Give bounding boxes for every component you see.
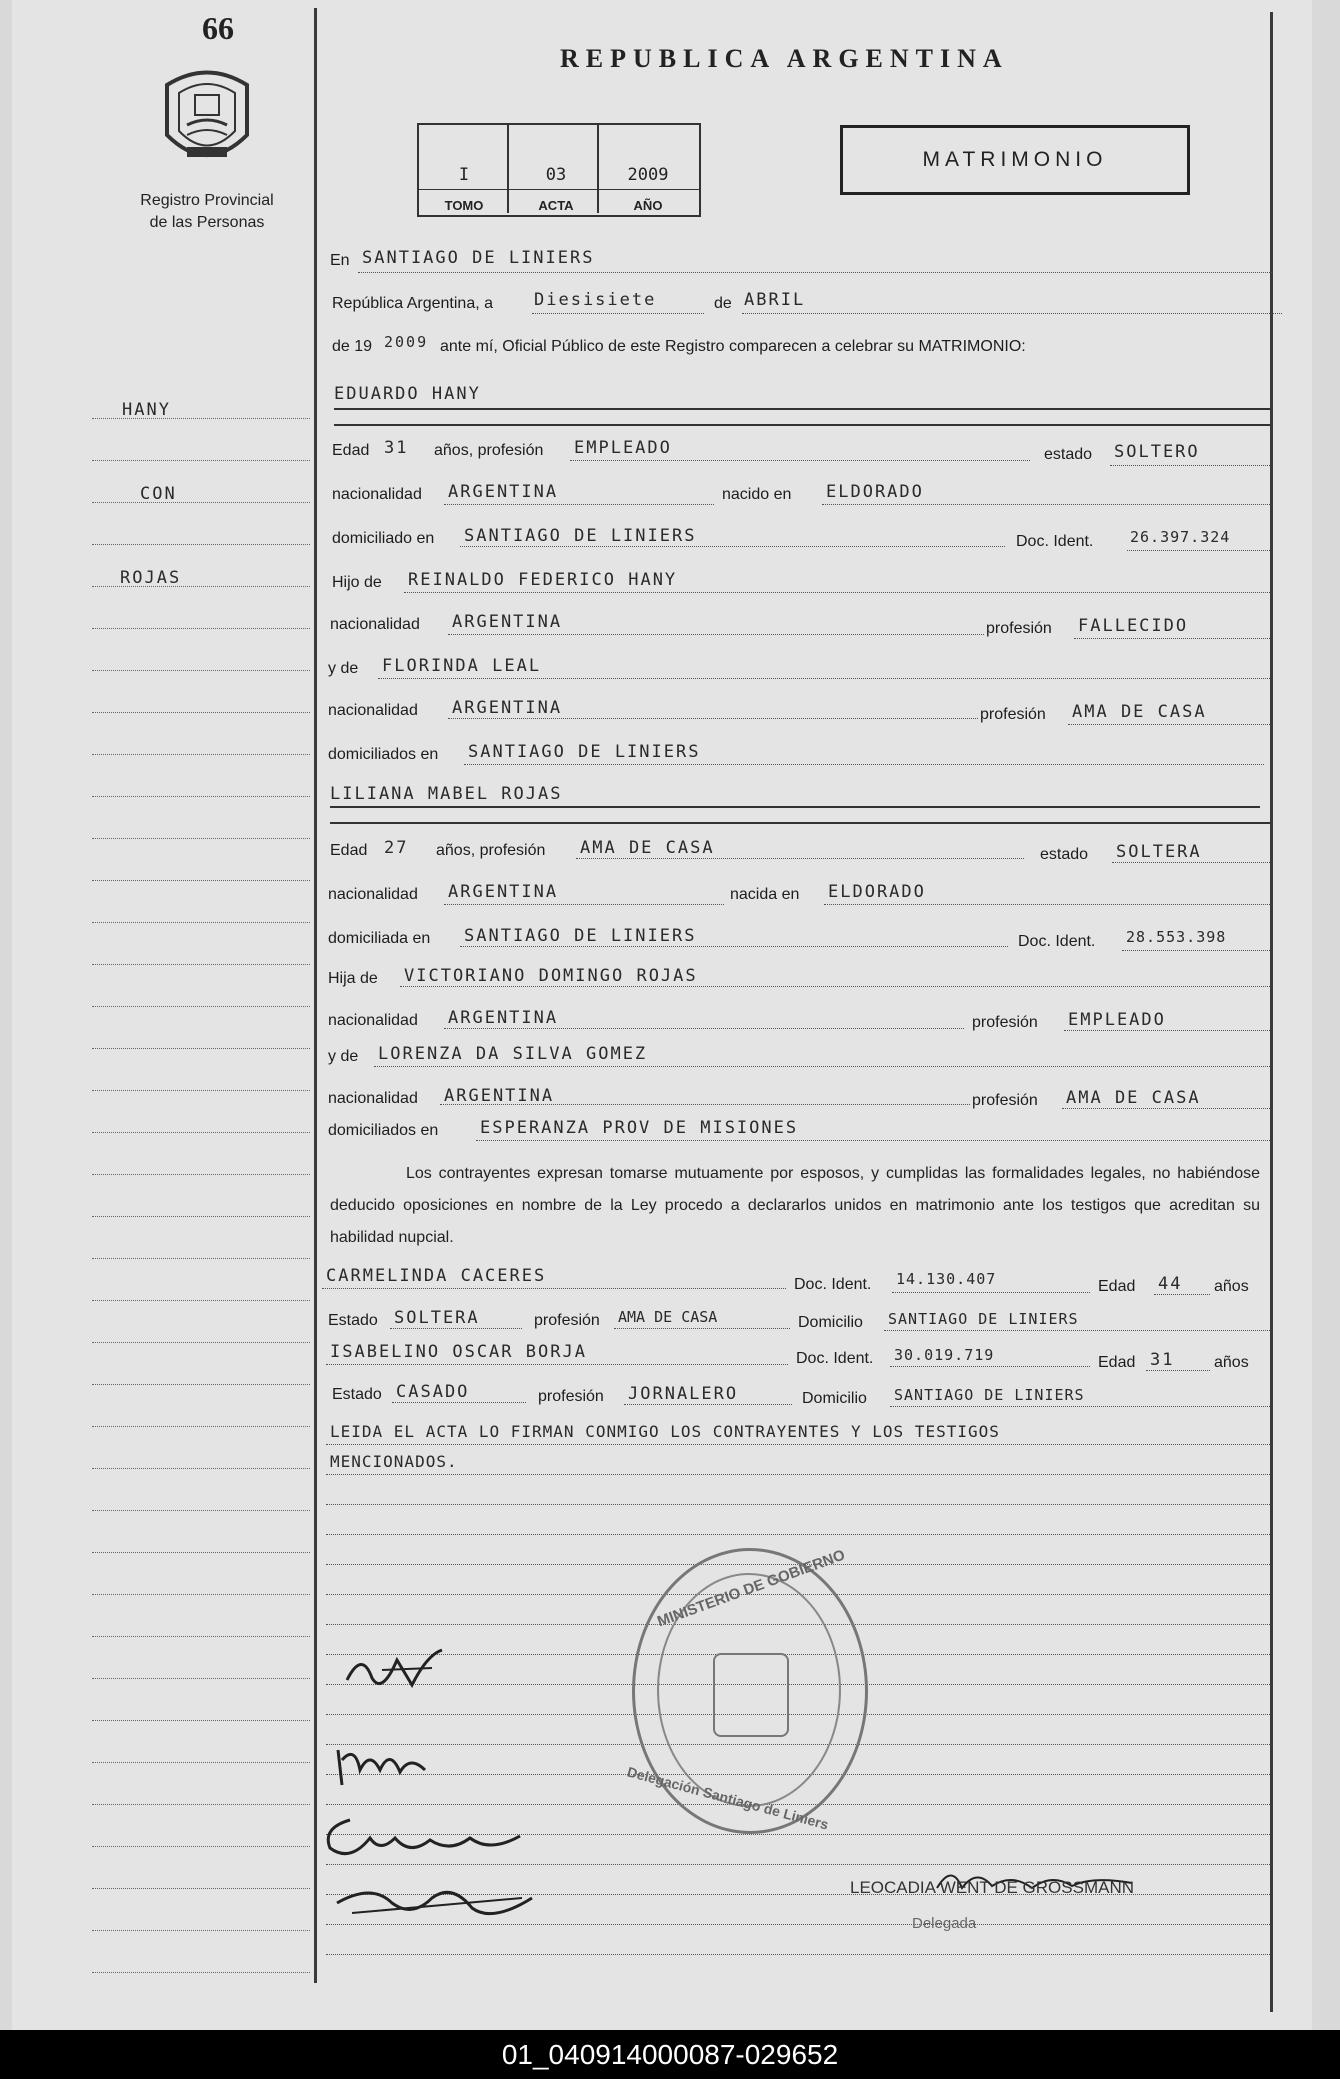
bride-father: VICTORIANO DOMINGO ROJAS [404,966,698,986]
groom-birthplace: ELDORADO [826,482,924,502]
registry-line1: Registro Provincial [140,192,274,209]
groom-domiciliados-label: domiciliados en [328,746,439,763]
witness2-estado-label: Estado [332,1386,382,1403]
groom-mother-nac-label: nacionalidad [328,702,418,719]
left-ruled-line [92,712,310,713]
bride-name: LILIANA MABEL ROJAS [330,784,563,804]
left-ruled-line [92,1216,310,1217]
bride-hija-label: Hija de [328,970,378,987]
witness1-edad-label: Edad [1098,1278,1136,1295]
groom-edad-label: Edad [332,442,370,459]
groom-father: REINALDO FEDERICO HANY [408,570,678,590]
year-value: 2009 [384,333,429,351]
left-ruled-line [92,1426,310,1427]
official-title: Delegada [912,1915,977,1932]
left-ruled-line [92,754,310,755]
bride-mother: LORENZA DA SILVA GOMEZ [378,1044,648,1064]
country-title: REPUBLICA ARGENTINA [560,44,1009,73]
registry-line2: de las Personas [149,214,265,231]
footer-id: 01_040914000087-029652 [0,2030,1340,2079]
republica-label: República Argentina, a [332,295,493,312]
bride-profession: AMA DE CASA [580,838,715,858]
witness2-signature [332,1878,542,1928]
left-ruled-line [92,796,310,797]
groom-father-nac-label: nacionalidad [330,616,420,633]
witness1-signature [320,1808,540,1868]
left-ruled-line [92,1510,310,1511]
left-ruled-line [92,1930,310,1931]
place-value: SANTIAGO DE LINIERS [362,248,595,268]
right-border-rule [1270,12,1273,2012]
witness2-domicilio-label: Domicilio [802,1390,867,1407]
groom-mother: FLORINDA LEAL [382,656,542,676]
bride-father-profession: EMPLEADO [1068,1010,1166,1030]
tomo-value: I [458,165,470,185]
witness2-doc: 30.019.719 [894,1346,995,1364]
margin-connector: CON [140,484,177,504]
left-ruled-line [92,1384,310,1385]
witness1-name: CARMELINDA CACERES [326,1266,547,1286]
groom-doc: 26.397.324 [1130,528,1231,546]
left-column-rule [314,8,317,1983]
groom-marital-status: SOLTERO [1114,442,1200,462]
bride-anos-label: años, profesión [436,842,546,859]
left-ruled-line [92,838,310,839]
margin-surname-groom: HANY [122,400,171,420]
left-ruled-line [92,1678,310,1679]
groom-father-nationality: ARGENTINA [452,612,563,632]
closing-line1: LEIDA EL ACTA LO FIRMAN CONMIGO LOS CONTRAYENTES Y LOS TESTIGOS [330,1422,1000,1441]
left-ruled-line [92,1594,310,1595]
bride-birthplace: ELDORADO [828,882,926,902]
declaration-text: Los contrayentes expresan tomarse mutuamente por esposos, y cumplidas las formalidades legales, no habiéndose deducido oposiciones en nombre de la Ley procedo a declararlos unidos en matrimonio ante los testigos que acreditan su habilidad nupcial. [330,1165,1260,1246]
groom-yde-label: y de [328,660,359,677]
left-ruled-line [92,1468,310,1469]
bride-signature [330,1730,440,1790]
bride-parents-domicile: ESPERANZA PROV DE MISIONES [480,1118,799,1138]
groom-age: 31 [384,438,409,458]
official-name: LEOCADIA WENT DE GROSSMANN [850,1878,1135,1897]
groom-profession: EMPLEADO [574,438,672,458]
bride-edad-label: Edad [330,842,368,859]
bride-domiciliada-label: domiciliada en [328,930,431,947]
witness1-age: 44 [1158,1274,1183,1294]
bride-mother-nac-label: nacionalidad [328,1090,418,1107]
left-ruled-line [92,1888,310,1889]
bride-estado-label: estado [1040,846,1089,863]
page-number: 66 [202,10,234,46]
witness1-domicile: SANTIAGO DE LINIERS [888,1310,1079,1328]
left-ruled-line [92,1846,310,1847]
witness1-estado-label: Estado [328,1312,378,1329]
bride-father-nationality: ARGENTINA [448,1008,559,1028]
left-ruled-line [92,964,310,965]
witness2-age: 31 [1150,1350,1175,1370]
left-ruled-line [92,1090,310,1091]
groom-parents-domicile: SANTIAGO DE LINIERS [468,742,701,762]
tomo-acta-ano-box [417,123,701,217]
ano-label: AÑO [633,198,663,213]
bride-domicile: SANTIAGO DE LINIERS [464,926,697,946]
groom-mother-profession: AMA DE CASA [1072,702,1207,722]
certificate-page [12,0,1312,2030]
bride-marital-status: SOLTERA [1116,842,1202,862]
margin-surname-bride: ROJAS [120,568,182,588]
left-ruled-line [92,502,310,503]
groom-anos-label: años, profesión [434,442,544,459]
acta-value: 03 [545,165,567,185]
witness1-status: SOLTERA [394,1308,480,1328]
groom-domiciliado-label: domiciliado en [332,530,435,547]
left-ruled-line [92,1804,310,1805]
groom-nacionalidad-label: nacionalidad [332,486,422,503]
left-ruled-line [92,1636,310,1637]
left-ruled-line [92,1552,310,1553]
closing-line2: MENCIONADOS. [330,1452,458,1471]
witness2-name: ISABELINO OSCAR BORJA [330,1342,587,1362]
left-ruled-line [92,922,310,923]
bride-age: 27 [384,838,409,858]
blank-ruled-line [326,1954,1270,1955]
groom-father-prof-label: profesión [986,620,1052,637]
left-ruled-line [92,460,310,461]
left-ruled-line [92,1762,310,1763]
day-value: Diesisiete [534,290,657,310]
stamp-ring-bottom: Delegación Santiago de Liniers [625,1763,831,1833]
witness2-edad-label: Edad [1098,1354,1136,1371]
left-ruled-line [92,1342,310,1343]
left-ruled-line [92,1258,310,1259]
year-prefix: de 19 [332,338,373,355]
left-ruled-line [92,1720,310,1721]
left-ruled-line [92,1972,310,1973]
record-type-box: MATRIMONIO [840,125,1190,195]
bride-nacida-label: nacida en [730,886,800,903]
groom-doc-label: Doc. Ident. [1016,533,1094,550]
witness2-prof-label: profesión [538,1388,604,1405]
bride-doc: 28.553.398 [1126,928,1227,946]
bride-domiciliados-label: domiciliados en [328,1122,439,1139]
bride-yde-label: y de [328,1048,359,1065]
bride-mother-profession: AMA DE CASA [1066,1088,1201,1108]
groom-nationality: ARGENTINA [448,482,559,502]
left-ruled-line [92,1006,310,1007]
left-ruled-line [92,670,310,671]
witness2-anos-label: años [1214,1354,1249,1371]
left-ruled-line [92,628,310,629]
witness1-prof-label: profesión [534,1312,600,1329]
month-value: ABRIL [744,290,806,310]
groom-domicile: SANTIAGO DE LINIERS [464,526,697,546]
groom-estado-label: estado [1044,446,1093,463]
registry-name [107,190,307,234]
left-ruled-line [92,880,310,881]
witness1-doc-label: Doc. Ident. [794,1276,872,1293]
left-ruled-line [92,1300,310,1301]
groom-name: EDUARDO HANY [334,384,481,404]
groom-nacido-label: nacido en [722,486,792,503]
acta-label: ACTA [538,198,574,213]
left-ruled-line [92,1132,310,1133]
groom-mother-nationality: ARGENTINA [452,698,563,718]
witness1-anos-label: años [1214,1278,1249,1295]
de-label: de [714,295,732,312]
tomo-label: TOMO [444,198,484,213]
witness2-doc-label: Doc. Ident. [796,1350,874,1367]
stamp-ring-top: MINISTERIO DE GOBIERNO [655,1546,848,1631]
groom-signature [342,1640,452,1700]
witness1-profession: AMA DE CASA [618,1308,718,1326]
groom-father-profession: FALLECIDO [1078,616,1189,636]
intro-statement: ante mí, Oficial Público de este Registro comparecen a celebrar su MATRIMONIO: [440,338,1026,355]
en-label: En [330,252,350,269]
blank-ruled-line [326,1534,1270,1535]
witness2-domicile: SANTIAGO DE LINIERS [894,1386,1085,1404]
bride-father-prof-label: profesión [972,1014,1038,1031]
blank-ruled-line [326,1504,1270,1505]
witness2-profession: JORNALERO [628,1384,739,1404]
witness1-doc: 14.130.407 [896,1270,997,1288]
bride-nationality: ARGENTINA [448,882,559,902]
groom-hijo-label: Hijo de [332,574,382,591]
bride-mother-nationality: ARGENTINA [444,1086,555,1106]
left-ruled-line [92,1174,310,1175]
ano-value: 2009 [627,165,669,185]
left-ruled-line [92,1048,310,1049]
province-seal-icon [157,65,257,175]
bride-doc-label: Doc. Ident. [1018,933,1096,950]
witness1-domicilio-label: Domicilio [798,1314,863,1331]
bride-nacionalidad-label: nacionalidad [328,886,418,903]
left-ruled-line [92,544,310,545]
witness2-status: CASADO [396,1382,470,1402]
bride-father-nac-label: nacionalidad [328,1012,418,1029]
bride-mother-prof-label: profesión [972,1092,1038,1109]
groom-mother-prof-label: profesión [980,706,1046,723]
